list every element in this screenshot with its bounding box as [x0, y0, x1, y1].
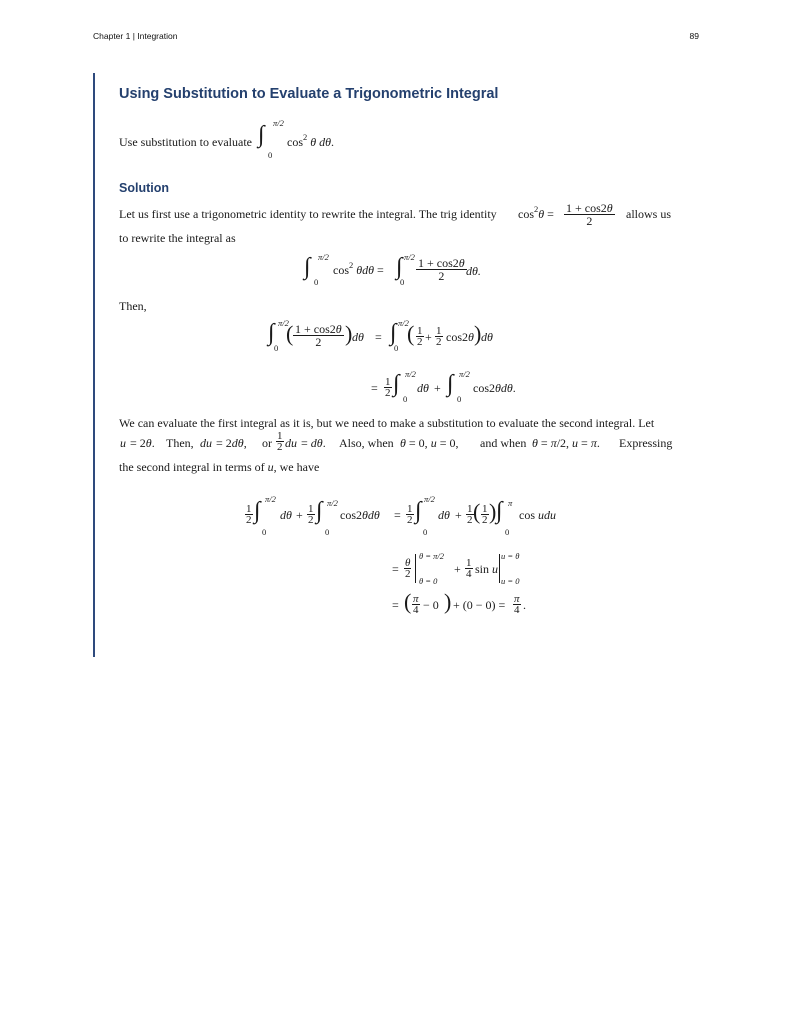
problem-text: Use substitution to evaluate	[119, 135, 252, 149]
paragraph-1-continuation: to rewrite the integral as	[119, 231, 236, 245]
also-when-words: Also, when	[339, 436, 394, 450]
example-title: Using Substitution to Evaluate a Trigonometric Integral	[119, 86, 499, 102]
expressing-word: Expressing	[619, 436, 673, 450]
trig-identity: $\cos^2\theta$ = $\frac{1 + \cos 2\theta}{2}$	[518, 201, 613, 228]
page-number: 89	[689, 31, 699, 41]
running-header-chapter: Chapter 1 | Integration	[93, 31, 178, 41]
rewritten-integral-equation: ∫ π/2 0 $\cos^2 \theta d\theta$ = ∫ π/2 0 $\frac{1 + \cos 2\theta}{2}$ dθ.	[304, 252, 481, 287]
solution-heading: Solution	[119, 181, 169, 195]
paragraph-2-text: We can evaluate the first integral as it is, but we need to make a substitution to evaluate the second integral. Let	[119, 416, 655, 430]
paragraph-3-text: the second integral in terms of u, we have	[119, 460, 320, 474]
substitution-equation-line1: 1 2 ∫ π/2 0 dθ + 1 2 ∫ π/2 0 cos2θdθ = 1 2 ∫ π/2 0 dθ + 1 2 ( 1 2 ) ∫ π 0 cos udu	[246, 494, 556, 537]
paragraph-1-text: Let us first use a trigonometric identity to rewrite the integral. The trig identity	[119, 207, 497, 221]
or-word: or	[262, 436, 272, 450]
substitution-equation-line2: = θ 2 θ = π/2 θ = 0 + 1 4 sin u u = θ u = 0	[392, 551, 520, 586]
substitution-equation-line3: = ( π 4 − 0 ) + (0 − 0) = π 4 .	[392, 589, 526, 616]
problem-integral: ∫ π/2 0 $\cos^2 \theta$ dθ.	[258, 118, 335, 160]
example-left-rule	[93, 73, 95, 657]
split-integral-equation-line1: ∫ π/2 0 ( $\frac{1 + \cos 2\theta}{2}$ ) dθ = ∫ π/2 0 ( 1 2 + 1 2 cos2θ ) dθ	[268, 318, 493, 353]
then-text: Then,	[119, 299, 147, 313]
then-word: Then,	[166, 436, 194, 450]
split-integral-equation-line2: = 1 2 ∫ π/2 0 dθ + ∫ π/2 0 cos2θdθ.	[371, 369, 516, 404]
paragraph-1-text-end: allows us	[626, 207, 671, 221]
and-when-words: and when	[480, 436, 527, 450]
paragraph-2-math-line: u = 2θ. Then, du = 2dθ, or 1 2 du = dθ. Also, when θ = 0, u = 0, and when θ = π/2, u = π. Expressing	[120, 430, 673, 453]
